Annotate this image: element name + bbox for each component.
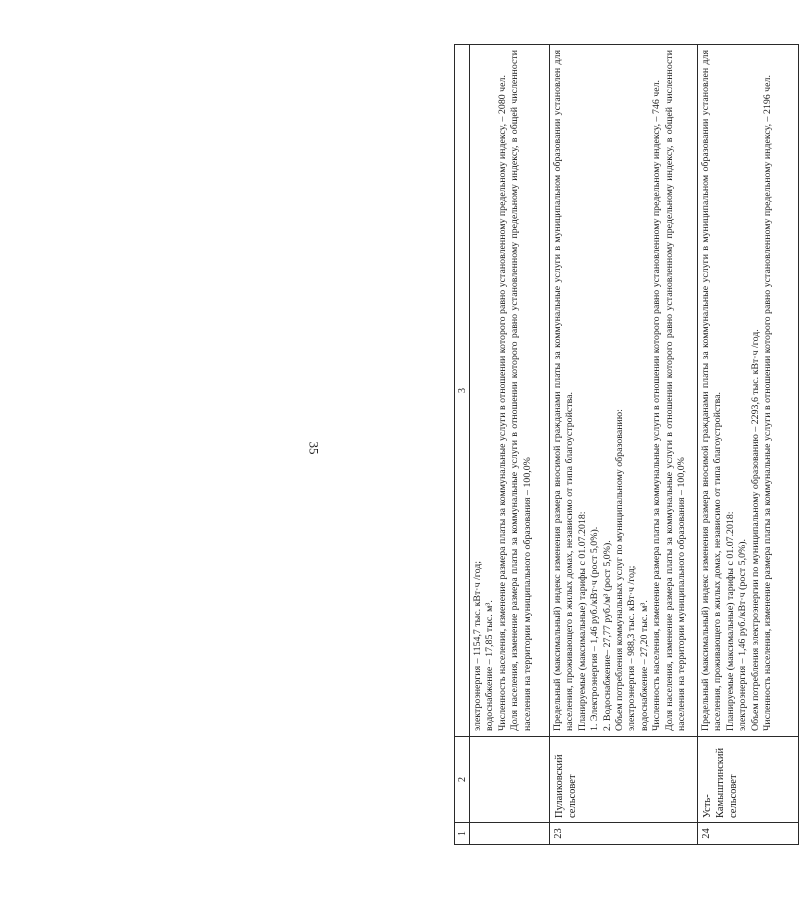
text-line: Объем потребления коммунальных услуг по муниципальному образованию: [614,409,626,731]
text-line: 2. Водоснабжение– 27,77 руб./м³ (рост 5,0%). [601,540,613,731]
row-number: 23 [550,823,698,845]
municipality-name: Усть-Камыштинский сельсовет [698,737,799,823]
header-col-2: 2 [455,737,470,823]
row-number: 24 [698,823,799,845]
rotated-table-container [454,45,799,845]
text-line: Численность населения, изменение размера платы за коммунальные услуги в отношении которого равно установленному предельному индексу, – 746 чел. [651,80,663,731]
header-col-3: 3 [455,45,470,737]
text-line: водоснабжение – 27,20 тыс. м³. [638,600,650,731]
text-line: электроэнергия – 1154,7 тыс. кВт·ч /год; [472,561,483,731]
text-line: Численность населения, изменение размера платы за коммунальные услуги в отношении которого равно установленному предельному индексу, – 2196 чел. [762,75,774,731]
text-line: 1. Электроэнергия – 1,46 руб./кВт·ч (рост 5,0%). [589,526,601,731]
header-col-1: 1 [455,823,470,845]
tariff-table [454,44,799,845]
text-line: Предельный (максимальный) индекс изменения размера вносимой гражданами платы за коммунальные услуги в муниципальном образовании установлен для населения, проживающего в жилых домах, независимо от типа благоустройства. [552,50,576,731]
text-line: электроэнергия – 1,46 руб./кВт·ч (рост 5,0%). [737,539,749,731]
text-line: Доля населения, изменение размера платы за коммунальные услуги в отношении которого равно установленному предельному индексу, в общей численности населения на территории муниципального образования – 100,0% [509,50,533,731]
text-line: Планируемые (максимальные) тарифы с 01.07.2018: [724,511,736,731]
table-row [550,45,698,845]
text-line: электроэнергия – 988,3 тыс. кВт·ч /год; [626,565,638,731]
text-line: Планируемые (максимальные) тарифы с 01.07.2018: [576,511,588,731]
page-number: 35 [306,441,322,455]
row-number [470,823,550,845]
text-line: Предельный (максимальный) индекс изменения размера вносимой гражданами платы за коммунальные услуги в муниципальном образовании установлен для населения, проживающего в жилых домах, независимо от типа благоустройства. [700,50,724,731]
row-description [550,45,698,737]
text-line: Доля населения, изменение размера платы за коммунальные услуги в отношении которого равно установленному предельному индексу, в общей численности населения на территории муниципального образования – 100,0% [663,50,688,731]
header-row [455,45,470,845]
row-description [698,45,799,737]
row-description [470,45,550,737]
municipality-name [470,737,550,823]
municipality-name: Пулаиковский сельсовет [550,737,698,823]
text-line: Объем потребления электроэнергии по муниципальному образованию – 2293,6 тыс. кВт·ч /год. [749,329,761,731]
text-line: водоснабжение – 17,85 тыс. м³. [484,600,496,731]
table-row [698,45,799,845]
table-row [470,45,550,845]
text-line: Численность населения, изменение размера платы за коммунальные услуги в отношении которого равно установленному предельному индексу, – 2080 чел. [496,75,508,731]
